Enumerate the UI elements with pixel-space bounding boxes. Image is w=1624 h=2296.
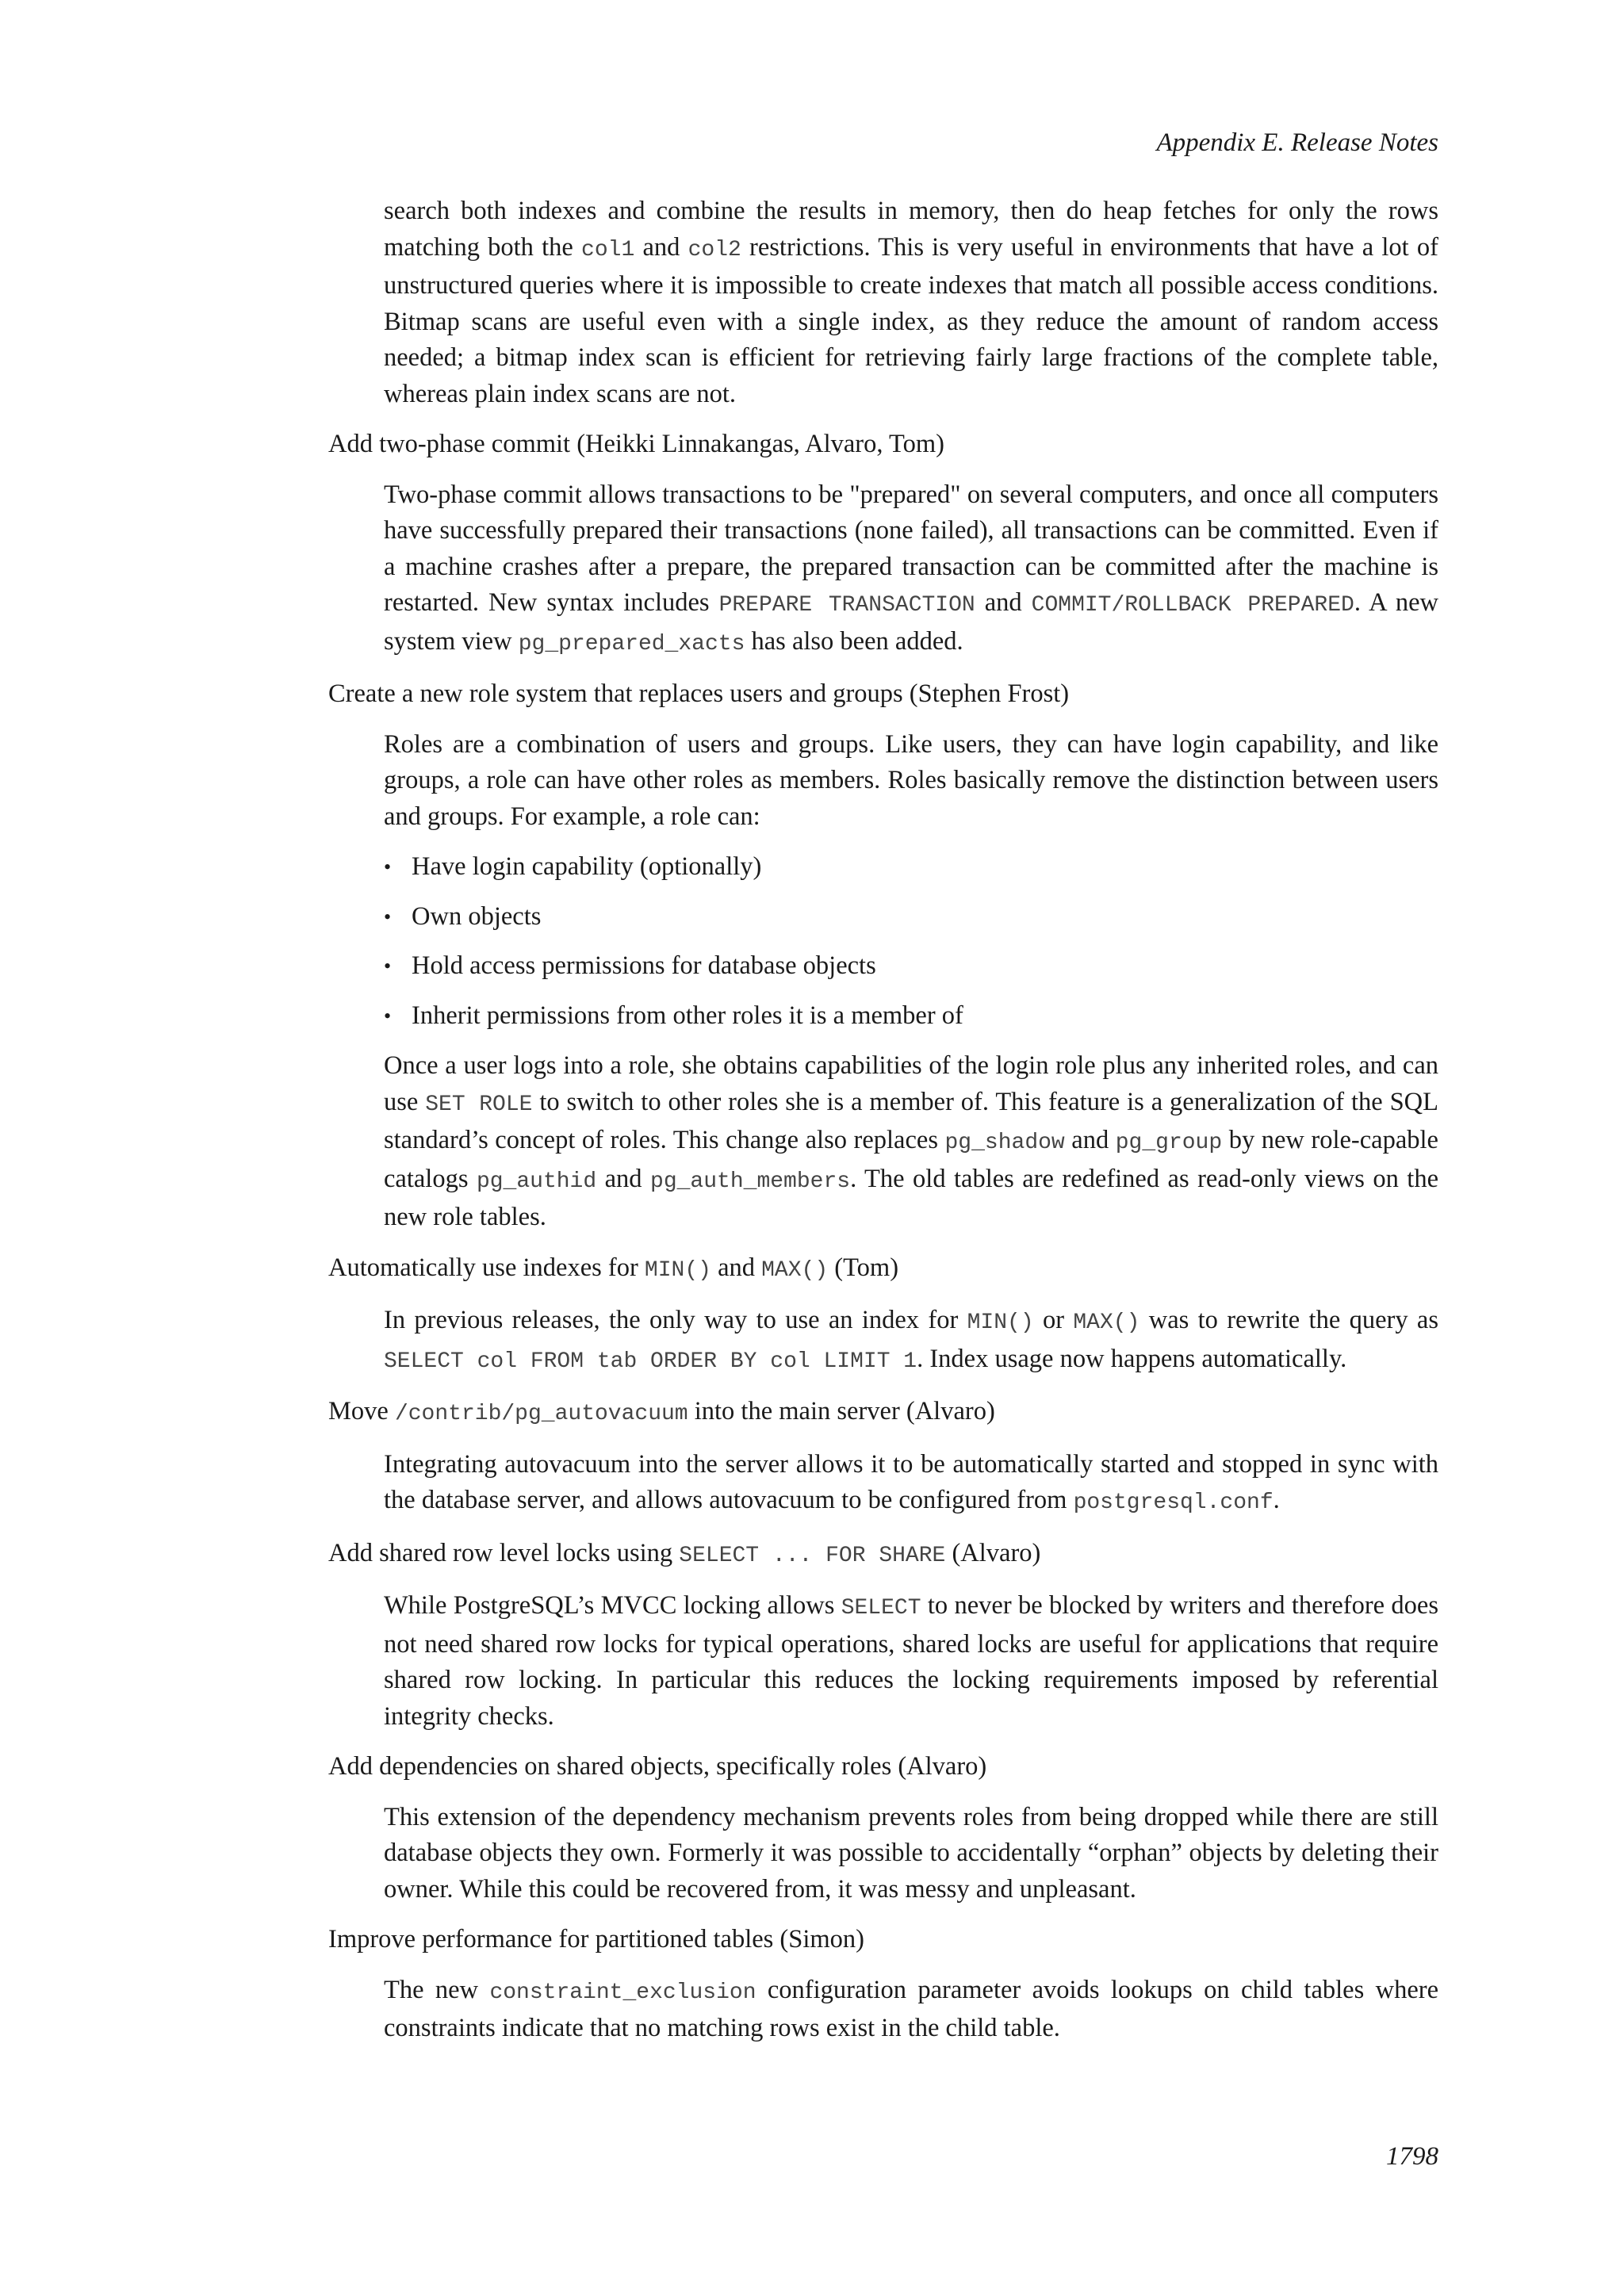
list-item — [384, 998, 1438, 1035]
term-partitioned-tables: Improve performance for partitioned tables (Simon) — [328, 1925, 864, 1954]
paragraph-text: This extension of the dependency mechanism prevents roles from being dropped while there are still database objects they own. Formerly it was possible to accidentally “orphan” objects by deleting their owner. While this could be recovered from, it was messy and unpleasant. — [384, 1802, 1438, 1904]
text-run: search both indexes and combine the results in memory, then do heap fetches for only the rows matching both the — [384, 197, 1438, 262]
desc-autovacuum — [384, 1447, 1438, 1521]
code-col1: col1 — [581, 237, 635, 262]
term-shared-dependencies: Add dependencies on shared objects, specifically roles (Alvaro) — [328, 1752, 987, 1781]
role-capabilities-list — [384, 849, 1438, 1034]
code-select-for-share: SELECT ... FOR SHARE — [679, 1543, 946, 1568]
code-prepare-transaction: PREPARE TRANSACTION — [718, 593, 975, 618]
bullet-icon: • — [384, 1004, 392, 1027]
text-run: (Tom) — [828, 1253, 899, 1282]
code-pg-shadow: pg_shadow — [944, 1131, 1065, 1155]
bullet-icon: • — [384, 905, 392, 928]
text-run: Two-phase commit allows transactions to be "prepared" on several computers, and once all computers have successfully prepared their transactions (none failed), all transactions can be committed. Even if a machine crashes after a prepare, the prepared transaction can be committed after the machine is restarted. New syntax includes — [384, 480, 1438, 617]
code-pg-group: pg_group — [1115, 1131, 1223, 1155]
text-run: (Alvaro) — [945, 1538, 1041, 1567]
desc-min-max-indexes — [384, 1303, 1438, 1380]
paragraph-text — [384, 193, 1438, 412]
desc-shared-row-locks — [384, 1588, 1438, 1735]
list-item-text: Own objects — [412, 901, 542, 931]
code-pg-authid: pg_authid — [476, 1169, 597, 1194]
text-run: and — [710, 1253, 762, 1282]
text-run: has also been added. — [745, 626, 963, 656]
code-commit-rollback-prepared: COMMIT/ROLLBACK PREPARED — [1031, 593, 1354, 618]
running-header: Appendix E. Release Notes — [1156, 128, 1438, 157]
list-item — [384, 849, 1438, 886]
text-run: Automatically use indexes for — [328, 1253, 645, 1282]
code-col2: col2 — [688, 237, 741, 262]
code-postgresql-conf: postgresql.conf — [1073, 1490, 1274, 1515]
paragraph-text — [384, 1447, 1438, 1521]
page-content — [328, 193, 1438, 2061]
code-select: SELECT — [841, 1596, 921, 1621]
code-constraint-exclusion: constraint_exclusion — [489, 1980, 756, 2005]
text-run: . — [1273, 1486, 1280, 1514]
term-min-max-indexes — [328, 1250, 1438, 1289]
paragraph-text — [384, 1303, 1438, 1380]
text-run: Add shared row level locks using — [328, 1538, 680, 1567]
paragraph-text: Roles are a combination of users and groups. Like users, they can have login capability, and like groups, a role can have other roles as members. Roles basically remove the distinction between users and groups. For example, a role can: — [384, 729, 1438, 831]
list-item-text: Inherit permissions from other roles it is a member of — [412, 1001, 963, 1030]
text-run: and — [596, 1164, 651, 1193]
code-select-query: SELECT col FROM tab ORDER BY col LIMIT 1 — [384, 1349, 917, 1374]
text-run: and — [975, 588, 1032, 617]
code-pg-auth-members: pg_auth_members — [650, 1169, 851, 1194]
desc-role-system — [384, 727, 1438, 1236]
text-run: While PostgreSQL’s MVCC locking allows — [384, 1591, 841, 1620]
list-item-text: Have login capability (optionally) — [412, 852, 762, 881]
paragraph-text — [384, 1048, 1438, 1236]
text-run: . Index usage now happens automatically. — [917, 1344, 1347, 1373]
text-run: by new role-capable catalogs — [384, 1126, 1438, 1193]
desc-two-phase-commit — [384, 477, 1438, 663]
term-role-system: Create a new role system that replaces users and groups (Stephen Frost) — [328, 679, 1070, 708]
list-item — [384, 948, 1438, 985]
text-run: or — [1033, 1306, 1074, 1334]
paragraph-text — [384, 477, 1438, 663]
page-number: 1798 — [1386, 2142, 1438, 2171]
term-shared-row-locks — [328, 1536, 1438, 1575]
text-run: The new — [384, 1975, 490, 2004]
term-autovacuum — [328, 1394, 1438, 1433]
code-max: MAX() — [761, 1257, 829, 1283]
paragraph-text — [384, 1973, 1438, 2047]
list-item — [384, 899, 1438, 936]
text-run: into the main server (Alvaro) — [688, 1397, 995, 1425]
paragraph-text — [384, 1588, 1438, 1735]
desc-partitioned-tables — [384, 1973, 1438, 2047]
code-pg-prepared-xacts: pg_prepared_xacts — [518, 631, 745, 656]
code-max: MAX() — [1073, 1311, 1140, 1335]
bullet-icon: • — [384, 955, 392, 978]
text-run: was to rewrite the query as — [1139, 1306, 1438, 1334]
text-run: and — [634, 232, 688, 262]
code-min: MIN() — [967, 1311, 1034, 1335]
text-run: Move — [328, 1397, 395, 1425]
text-run: restrictions. This is very useful in environments that have a lot of unstructured queries where it is impossible to create indexes that match all possible access conditions. Bitmap scans are useful even with a single index, as they reduce the amount of random access needed; a bitmap index scan is efficient for retrieving fairly large fractions of the complete table, whereas plain index scans are not. — [384, 232, 1438, 408]
code-set-role: SET ROLE — [425, 1092, 533, 1117]
text-run: In previous releases, the only way to use an index for — [384, 1306, 967, 1334]
bullet-icon: • — [384, 855, 392, 878]
text-run: and — [1064, 1126, 1116, 1154]
text-run: . The old tables are redefined as read-only views on the new role tables. — [384, 1164, 1438, 1231]
text-run: to switch to other roles she is a member of. This feature is a generalization of the SQL standard’s concept of roles. This change also replaces — [384, 1087, 1438, 1154]
desc-shared-dependencies — [384, 1800, 1438, 1908]
intro-paragraph — [384, 193, 1438, 412]
list-item-text: Hold access permissions for database objects — [412, 951, 876, 980]
code-contrib-path: /contrib/pg_autovacuum — [394, 1402, 688, 1426]
term-two-phase-commit: Add two-phase commit (Heikki Linnakangas, Alvaro, Tom) — [328, 430, 944, 458]
text-run: Integrating autovacuum into the server allows it to be automatically started and stopped in sync with the database server, and allows autovacuum to be configured from — [384, 1449, 1438, 1514]
text-run: . A new system view — [384, 588, 1439, 656]
code-min: MIN() — [644, 1257, 711, 1283]
text-run: to never be blocked by writers and therefore does not need shared row locks for typical operations, shared locks are useful for applications that require shared row locking. In particular this reduces the locking requirements imposed by referential integrity checks. — [384, 1591, 1438, 1731]
text-run: Once a user logs into a role, she obtains capabilities of the login role plus any inherited roles, and can use — [384, 1051, 1438, 1116]
text-run: configuration parameter avoids lookups on child tables where constraints indicate that no matching rows exist in the child table. — [384, 1975, 1438, 2042]
